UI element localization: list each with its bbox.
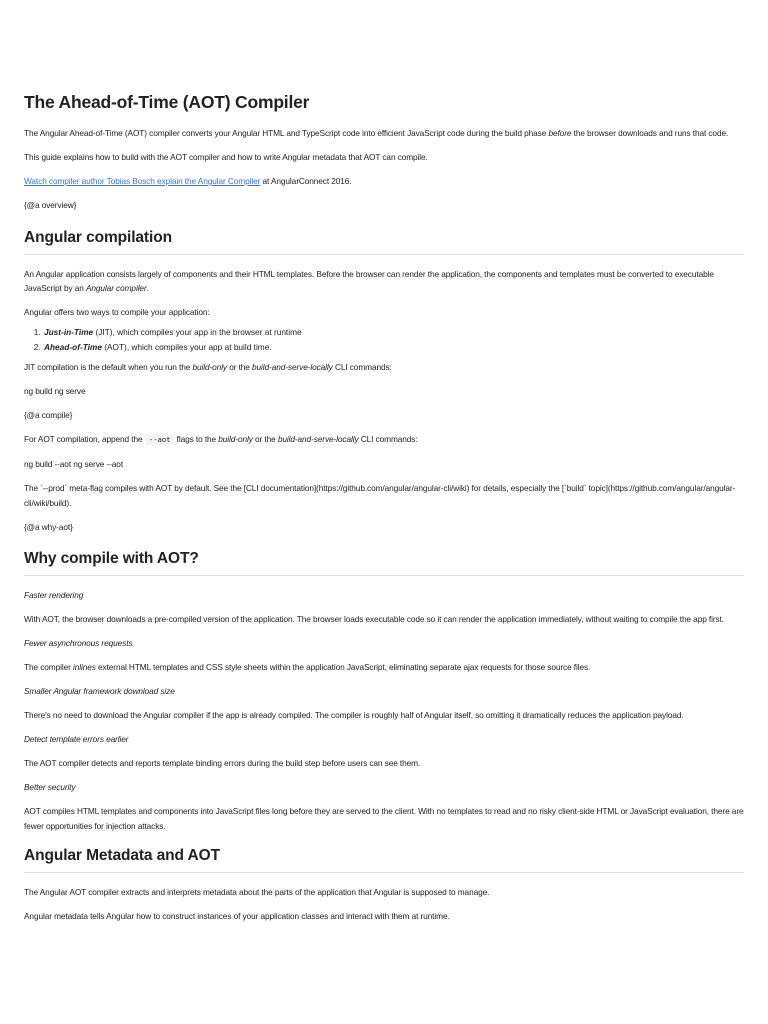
- benefit-title-text: Faster rendering: [24, 590, 84, 600]
- text: For AOT compilation, append the: [24, 434, 145, 444]
- emphasis: build-and-serve-locally: [277, 434, 359, 444]
- aot-flag-code: --aot: [145, 434, 175, 445]
- anchor-why-aot: {@a why-aot}: [24, 521, 73, 532]
- benefit-title-text: Detect template errors earlier: [24, 734, 129, 744]
- list-item: [43, 325, 744, 340]
- compile-ways-paragraph: Angular offers two ways to compile your application:: [24, 307, 210, 317]
- metadata-paragraph-2: Angular metadata tells Angular how to construct instances of your application classes and interact with them at runtime.: [24, 911, 450, 921]
- section-heading-why-aot: Why compile with AOT?: [24, 550, 744, 576]
- aot-append-paragraph: [24, 432, 744, 448]
- aot-description: (AOT), which compiles your app at build time.: [101, 341, 272, 352]
- jit-term: Just-in-Time: [44, 327, 94, 337]
- benefit-title: [24, 684, 744, 699]
- benefit-title: [24, 588, 744, 603]
- anchor-compile: {@a compile}: [24, 410, 73, 420]
- video-paragraph: [24, 174, 744, 189]
- list-item: [43, 340, 744, 355]
- benefit-body: [24, 660, 744, 675]
- text: JIT compilation is the default when you run the: [24, 362, 193, 372]
- benefit-title: [24, 732, 744, 747]
- jit-commands: ng build ng serve: [24, 386, 86, 396]
- benefit-body: AOT compiles HTML templates and components into JavaScript files long before they are served to the client. With no templates to read and no risky client-side HTML or JavaScript evaluation, there are fewer opportunities for injection attacks.: [24, 806, 744, 831]
- benefit-body: The AOT compiler detects and reports template binding errors during the build step before users can see them.: [24, 758, 421, 768]
- jit-default-paragraph: [24, 360, 744, 375]
- guide-paragraph: This guide explains how to build with the AOT compiler and how to write Angular metadata that AOT can compile.: [24, 152, 428, 162]
- compilation-emphasis: Angular compiler: [85, 283, 147, 293]
- compilation-text-end: .: [146, 283, 149, 293]
- benefit-title: [24, 636, 744, 651]
- intro-paragraph: [24, 126, 744, 141]
- benefit-title-text: Smaller Angular framework download size: [24, 686, 175, 696]
- emphasis: build-only: [192, 362, 227, 372]
- text: or the: [252, 434, 278, 444]
- anchor-overview: {@a overview}: [24, 200, 77, 210]
- section-heading-metadata: Angular Metadata and AOT: [24, 847, 744, 873]
- section-heading-angular-compilation: Angular compilation: [24, 229, 744, 255]
- compilation-text: An Angular application consists largely of components and their HTML templates. Before the browser can render the application, the components and templates must be converted to executable JavaScript by an: [24, 268, 714, 293]
- compile-modes-list: [24, 325, 744, 354]
- text: CLI commands:: [332, 362, 392, 372]
- benefit-title-text: Better security: [24, 782, 76, 792]
- emphasis: build-and-serve-locally: [252, 362, 333, 372]
- benefit-title: [24, 780, 744, 795]
- text: or the: [226, 362, 253, 372]
- text: flags to the: [174, 434, 219, 444]
- compilation-paragraph: [24, 267, 744, 296]
- benefit-body: There's no need to download the Angular compiler if the app is already compiled. The compiler is roughly half of Angular itself, so omitting it dramatically reduces the application payload.: [24, 710, 684, 720]
- aot-commands: ng build --aot ng serve --aot: [24, 459, 124, 469]
- intro-text-end: the browser downloads and runs that code.: [571, 128, 729, 138]
- text: The compiler: [24, 662, 73, 672]
- page-title: The Ahead-of-Time (AOT) Compiler: [24, 92, 310, 112]
- text: external HTML templates and CSS style sheets within the application JavaScript, eliminating separate ajax requests for those source files.: [95, 662, 591, 672]
- jit-description: (JIT), which compiles your app in the browser at runtime: [93, 327, 302, 337]
- compiler-video-link[interactable]: Watch compiler author Tobias Bosch explain the Angular Compiler: [24, 176, 261, 186]
- video-paragraph-rest: at AngularConnect 2016.: [260, 176, 352, 186]
- intro-text: The Angular Ahead-of-Time (AOT) compiler converts your Angular HTML and TypeScript code into efficient JavaScript code during the build phase: [24, 128, 549, 138]
- benefit-title-text: Fewer asynchronous requests: [24, 638, 133, 648]
- intro-emphasis: before: [548, 128, 572, 138]
- aot-term: Ahead-of-Time: [44, 341, 102, 352]
- text: CLI commands:: [358, 434, 418, 444]
- benefit-body: With AOT, the browser downloads a pre-compiled version of the application. The browser loads executable code so it can render the application immediately, without waiting to compile the app first.: [24, 614, 724, 624]
- emphasis: inlines: [72, 662, 96, 672]
- metadata-paragraph: The Angular AOT compiler extracts and interprets metadata about the parts of the application that Angular is supposed to manage.: [24, 887, 490, 897]
- prod-flag-paragraph: The `--prod` meta-flag compiles with AOT by default. See the [CLI documentation](https://github.com/angular/angular-cli/wiki) for details, especially the [`build` topic](https://github.com/angular/angular-cli/wiki/build).: [24, 483, 736, 508]
- emphasis: build-only: [218, 434, 253, 444]
